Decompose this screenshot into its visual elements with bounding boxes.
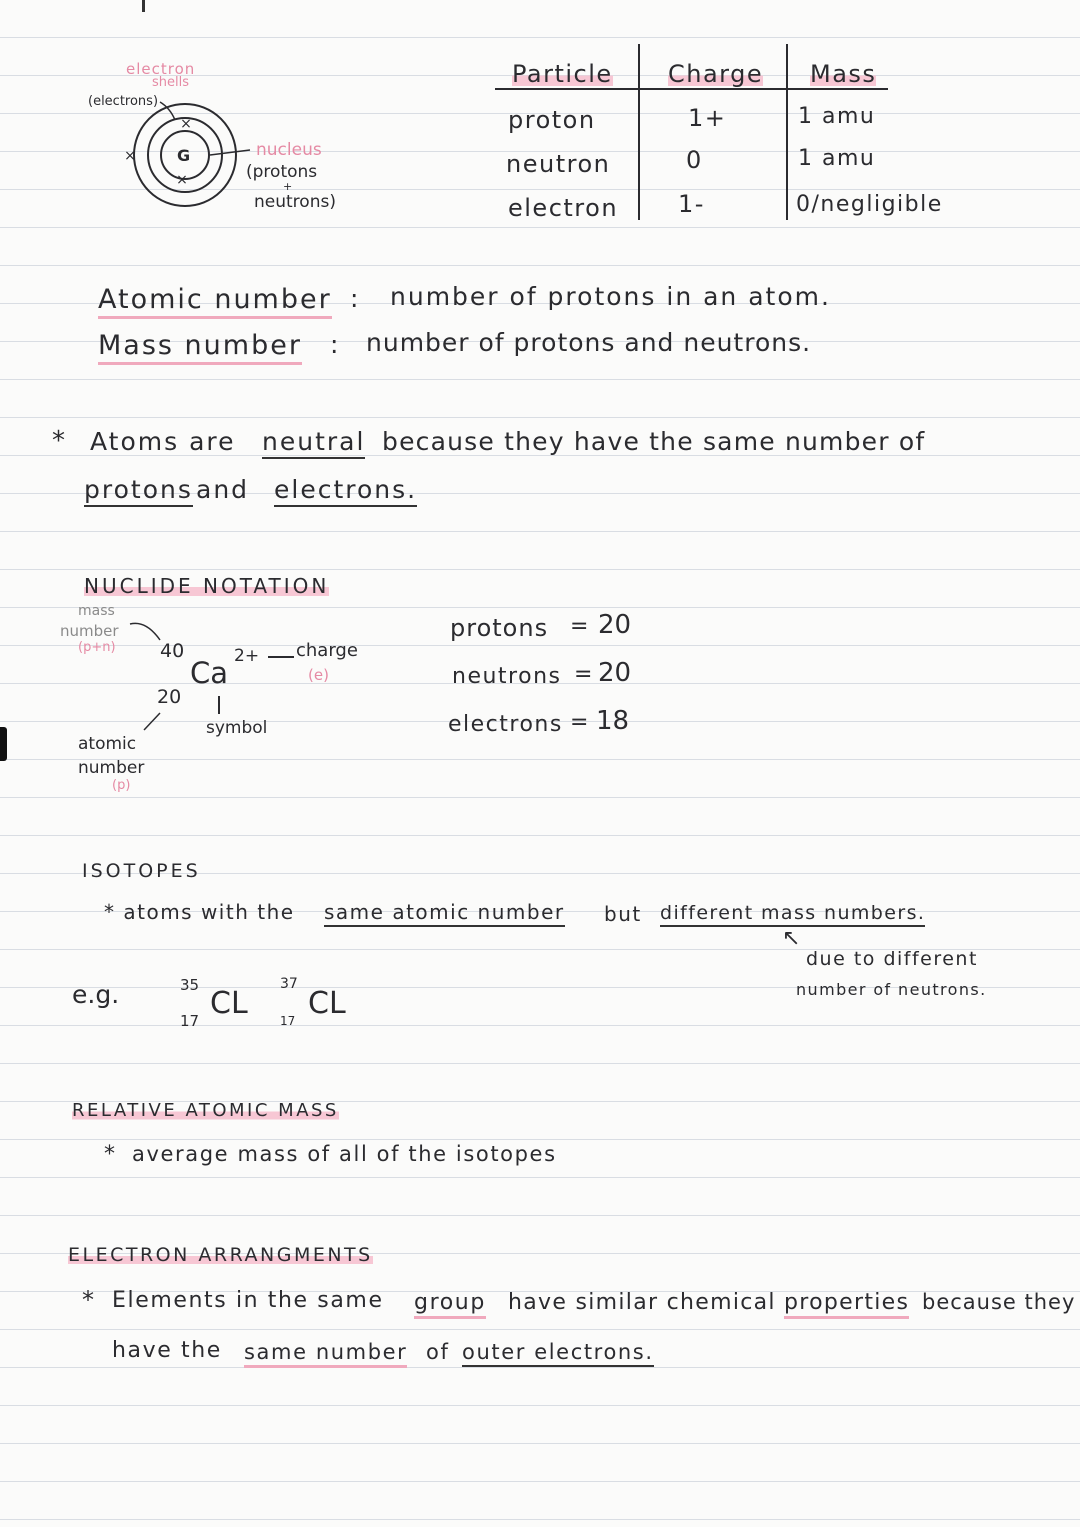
atomic-number-pointer: [140, 710, 164, 734]
nucleus-pointer: [210, 150, 250, 155]
margin-tab: [0, 727, 7, 761]
ea-line1-a: Elements in the same: [112, 1288, 384, 1313]
table-header-mass: Mass: [810, 60, 877, 88]
electrons-word: electrons.: [274, 475, 417, 504]
count-label-electrons: electrons: [448, 712, 563, 737]
table-cell-mass-2: 1 amu: [798, 146, 876, 171]
iso1-mass: 35: [180, 976, 200, 994]
iso2-symbol: CL: [308, 986, 346, 1021]
mass-label-3: (p+n): [78, 640, 116, 655]
table-header-charge: Charge: [668, 60, 764, 88]
table-col-divider-1: [638, 44, 640, 220]
atomic-label-3: (p): [112, 778, 131, 793]
ea-same-number: same number: [244, 1340, 407, 1364]
mass-label-2: number: [60, 622, 119, 640]
nucleus-symbol: G: [177, 146, 191, 165]
iso2-atomic: 17: [280, 1014, 296, 1028]
mass-number-colon: :: [330, 330, 339, 359]
neutral-note-text-1: Atoms are: [90, 427, 236, 456]
nucleus-contents-2: neutrons): [254, 192, 336, 212]
mass-number-term: Mass number: [98, 330, 302, 361]
count-value-electrons: 18: [596, 706, 630, 736]
ea-line2-a: have the: [112, 1338, 222, 1363]
nuclide-heading: NUCLIDE NOTATION: [84, 574, 330, 598]
isotopes-def-1: * atoms with the: [104, 900, 295, 924]
ea-outer-electrons: outer electrons.: [462, 1340, 654, 1364]
top-tick-mark: [142, 0, 145, 12]
table-cell-charge-1: 1+: [688, 104, 727, 132]
isotopes-arrow: ↖: [782, 926, 801, 951]
electron-x-3: ×: [176, 172, 188, 188]
charge-label: charge: [296, 640, 358, 661]
ram-star: *: [104, 1142, 115, 1167]
mass-number-definition: number of protons and neutrons.: [366, 328, 812, 357]
count-label-neutrons: neutrons: [452, 664, 562, 689]
nucleus-contents-1: (protons: [246, 162, 318, 182]
table-cell-mass-3: 0/negligible: [796, 192, 943, 217]
count-eq-protons: =: [570, 614, 589, 639]
isotopes-def-but: but: [604, 902, 642, 926]
table-cell-charge-2: 0: [686, 146, 703, 174]
ea-properties: properties: [784, 1290, 909, 1315]
shells-label-2: shells: [152, 75, 190, 90]
ea-group: group: [414, 1290, 486, 1315]
charge-sub-label: (e): [308, 666, 329, 684]
table-cell-particle-1: proton: [508, 106, 596, 134]
table-cell-particle-2: neutron: [506, 150, 611, 178]
symbol-pointer: [218, 696, 220, 714]
element-symbol: Ca: [190, 656, 229, 690]
ram-heading: RELATIVE ATOMIC MASS: [72, 1100, 339, 1121]
table-cell-mass-1: 1 amu: [798, 104, 876, 129]
atomic-label-2: number: [78, 758, 145, 778]
isotopes-def-different: different mass numbers.: [660, 902, 925, 924]
count-label-protons: protons: [450, 614, 549, 642]
ea-star: *: [82, 1286, 94, 1314]
ea-line2-of: of: [426, 1340, 450, 1364]
charge-value: 2+: [234, 646, 260, 666]
electron-x-2: ×: [124, 148, 136, 164]
iso1-symbol: CL: [210, 986, 248, 1021]
iso1-atomic: 17: [180, 1012, 200, 1030]
protons-word: protons: [84, 475, 193, 504]
table-header-particle: Particle: [512, 60, 613, 88]
table-cell-charge-3: 1-: [678, 190, 705, 218]
atomic-number-definition: number of protons in an atom.: [390, 282, 831, 311]
count-value-neutrons: 20: [598, 658, 632, 688]
electrons-label: (electrons): [88, 94, 159, 109]
ea-line1-b: have similar chemical: [508, 1290, 776, 1315]
electron-x-1: ×: [180, 116, 192, 132]
atom-shells-svg: [100, 80, 280, 210]
atomic-number-value: 20: [157, 686, 182, 708]
table-cell-particle-3: electron: [508, 194, 619, 222]
isotopes-note-1: due to different: [806, 948, 978, 970]
iso2-mass: 37: [280, 976, 298, 992]
nucleus-label: nucleus: [256, 140, 322, 160]
and-word: and: [196, 475, 250, 504]
table-header-rule: [495, 88, 888, 90]
atomic-number-term: Atomic number: [98, 284, 332, 315]
mass-label-1: mass: [78, 603, 115, 619]
isotopes-def-same: same atomic number: [324, 900, 565, 924]
charge-pointer: [268, 656, 294, 658]
eg-label: e.g.: [72, 980, 120, 1009]
count-eq-neutrons: =: [574, 662, 593, 687]
count-value-protons: 20: [598, 610, 632, 640]
isotopes-note-2: number of neutrons.: [796, 980, 987, 999]
neutral-note-star: *: [52, 426, 65, 456]
shells-label-1: electron: [126, 60, 196, 78]
symbol-label: symbol: [206, 718, 268, 738]
mass-number-value: 40: [160, 640, 185, 662]
ea-heading: ELECTRON ARRANGMENTS: [68, 1244, 373, 1266]
table-col-divider-2: [786, 44, 788, 220]
ea-line1-c: because they: [922, 1290, 1076, 1314]
isotopes-heading: ISOTOPES: [82, 860, 201, 882]
ram-definition: average mass of all of the isotopes: [132, 1142, 557, 1166]
atomic-number-colon: :: [350, 284, 359, 313]
neutral-note-text-2: because they have the same number of: [382, 427, 926, 456]
nucleus-contents-plus: +: [283, 180, 293, 193]
count-eq-electrons: =: [570, 710, 589, 735]
atomic-label-1: atomic: [78, 734, 137, 754]
neutral-word: neutral: [262, 427, 365, 456]
